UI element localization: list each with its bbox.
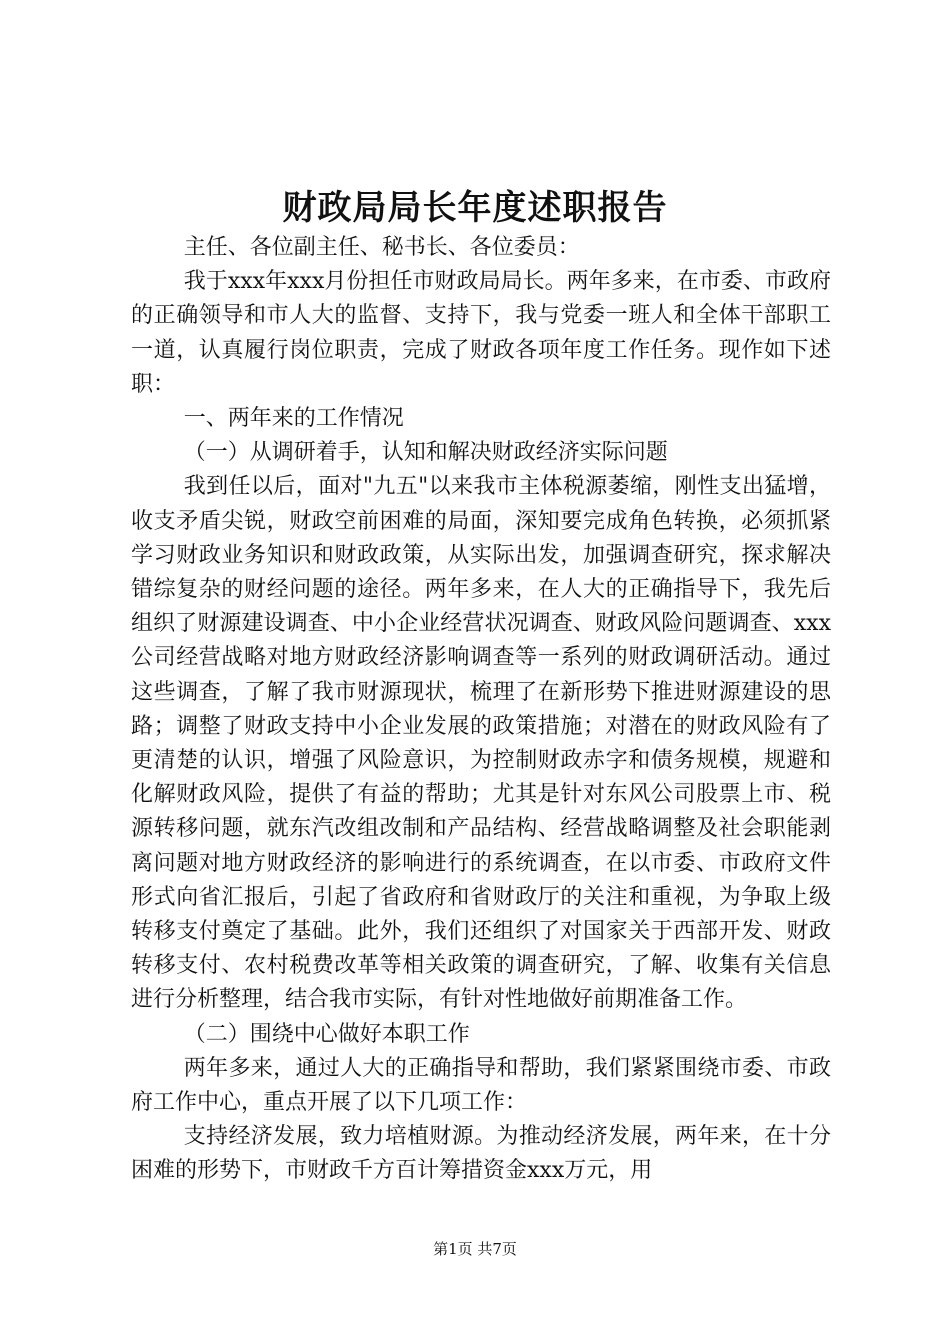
document-title: 财政局局长年度述职报告 (282, 188, 668, 228)
section-heading: 一、两年来的工作情况 (183, 406, 404, 432)
body-paragraph: 两年多来，通过人大的正确指导和帮助，我们紧紧围绕市委、市政府工作中心，重点开展了以下几项工作： (131, 1055, 831, 1116)
body-paragraph: 我到任以后，面对"九五"以来我市主体税源萎缩，刚性支出猛增，收支矛盾尖锐，财政空前困难的局面，深知要完成角色转换，必须抓紧学习财政业务知识和财政政策，从实际出发，加强调查研究，探求解决错综复杂的财经问题的途径。两年多来，在人大的正确指导下，我先后组织了财源建设调查、中小企业经营状况调查、财政风险问题调查、xxx公司经营战略对地方财政经济影响调查等一系列的财政调研活动。通过这些调查，了解了我市财源现状，梳理了在新形势下推进财源建设的思路；调整了财政支持中小企业发展的政策措施；对潜在的财政风险有了更清楚的认识，增强了风险意识，为控制财政赤字和债务规模，规避和化解财政风险，提供了有益的帮助；尤其是针对东风公司股票上市、税源转移问题，就东汽改组改制和产品结构、经营战略调整及社会职能剥离问题对地方财政经济的影响进行的系统调查，在以市委、市政府文件形式向省汇报后，引起了省政府和省财政厅的关注和重视，为争取上级转移支付奠定了基础。此外，我们还组织了对国家关于西部开发、财政转移支付、农村税费改革等相关政策的调查研究，了解、收集有关信息进行分析整理，结合我市实际，有针对性地做好前期准备工作。 (131, 474, 831, 1013)
intro-paragraph: 我于xxx年xxx月份担任市财政局局长。两年多来，在市委、市政府的正确领导和市人大的监督、支持下，我与党委一班人和全体干部职工一道，认真履行岗位职责，完成了财政各项年度工作任务。现作如下述职： (131, 269, 831, 397)
body-paragraph: 支持经济发展，致力培植财源。为推动经济发展，两年来，在十分困难的形势下，市财政千方百计筹措资金xxx万元，用 (131, 1124, 831, 1184)
page-footer: 第1页 共7页 (433, 1240, 517, 1258)
salutation-paragraph: 主任、各位副主任、秘书长、各位委员： (183, 235, 580, 260)
subsection-heading: （二）围绕中心做好本职工作 (183, 1021, 470, 1047)
document-body (131, 231, 831, 1189)
subsection-heading: （一）从调研着手，认知和解决财政经济实际问题 (183, 440, 668, 466)
